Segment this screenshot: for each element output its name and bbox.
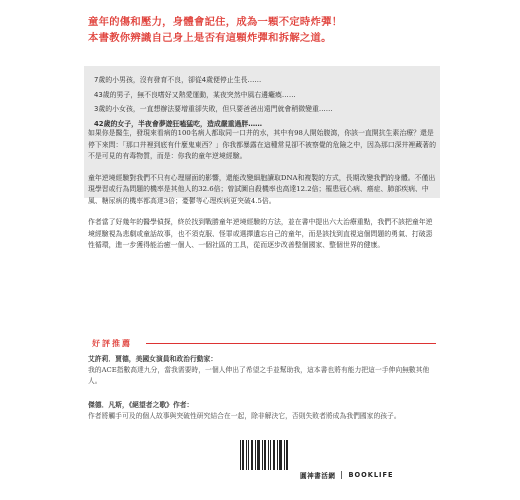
recommend-heading: 好評推薦 [92,339,132,348]
publisher-name: 圓神書活網 [300,472,336,480]
headline [88,14,448,46]
publisher-brand: BOOKLIFE [348,471,394,479]
case-item: 42歲的女子，半夜會夢遊狂嗑猛吃，造成嚴重過胖…… [94,119,263,128]
case-item: 7歲的小男孩，沒有發育不良，卻從4歲便停止生長…… [94,76,262,84]
publisher-logo [300,470,393,480]
endorser-name: 傑德．凡斯，《絕望者之歌》作者： [88,401,194,409]
headline-line-1: 童年的傷和壓力，身體會記住，成為一顆不定時炸彈！ [88,16,343,28]
body-text [88,128,436,252]
publisher-divider [341,471,342,479]
headline-line-2: 本書教你辨識自己身上是否有這顆炸彈和拆解之道。 [88,32,332,44]
case-item: 43歲的男子，無不良嗜好又熱愛運動，某夜突然中風右邊癱瘓…… [94,90,296,99]
body-paragraph-1: 如果你是醫生，發現來看病的100名病人都取同一口井的水，其中有98人開始腹瀉，你該一直開抗生素治療？還是停下來問：「那口井裡到底有什麼鬼東西？」你我都暴露在這種常見卻不被察覺的危險之中，因為那口深井裡藏著的不是可見的有毒物質，而是：你我的童年逆境經驗。 [88,129,436,160]
endorser-name: 艾許莉．賈德，美國女演員和政治行動家： [88,355,218,363]
case-item: 3歲的小女孩，一直想辦法要增重卻失敗，但只要爸爸出遠門就會稍微變重…… [94,105,333,113]
body-paragraph-2: 童年逆境經驗對我們不只有心理層面的影響，還能改變細胞讀取DNA和複製的方式，長期改變我們的身體。不僅出現學習或行為問題的機率是其他人的32.6倍；曾試圖自殺機率也高達12.2倍；罹患冠心病、癌症、肺部疾病、中風、糖尿病的機率都高達3倍；憂鬱等心理疾病更突破4.5倍。 [88,173,436,205]
endorser-quote: 我的ACE指數高達九分，當我需要時，一個人伸出了希望之手並幫助我，這本書也將有能力把這一手伸向無數其他人。 [88,366,430,385]
body-paragraph-3: 作者當了好幾年的醫學偵探，終於找到戰勝童年逆境經驗的方法，並在書中提出六大治療重點，我們不該把童年逆境經驗視為悲劇或童話故事，也不須克服、怪罪或選擇遺忘自己的童年，而是該找到直視這個問題的勇氣、打破惡性循環，進一步獲得能治癒一個人、一個社區的工具，從而逐步改善整個國家、整個世界的健康。 [88,218,433,249]
recommend-rule [146,343,436,344]
endorsement-1 [88,354,436,387]
endorsement-2 [88,400,436,422]
endorser-quote: 作者將觸手可及的個人故事與突破性研究結合在一起，除非解決它，否則失敗者將成為我們國家的孩子。 [88,412,401,420]
barcode-icon [236,436,292,478]
